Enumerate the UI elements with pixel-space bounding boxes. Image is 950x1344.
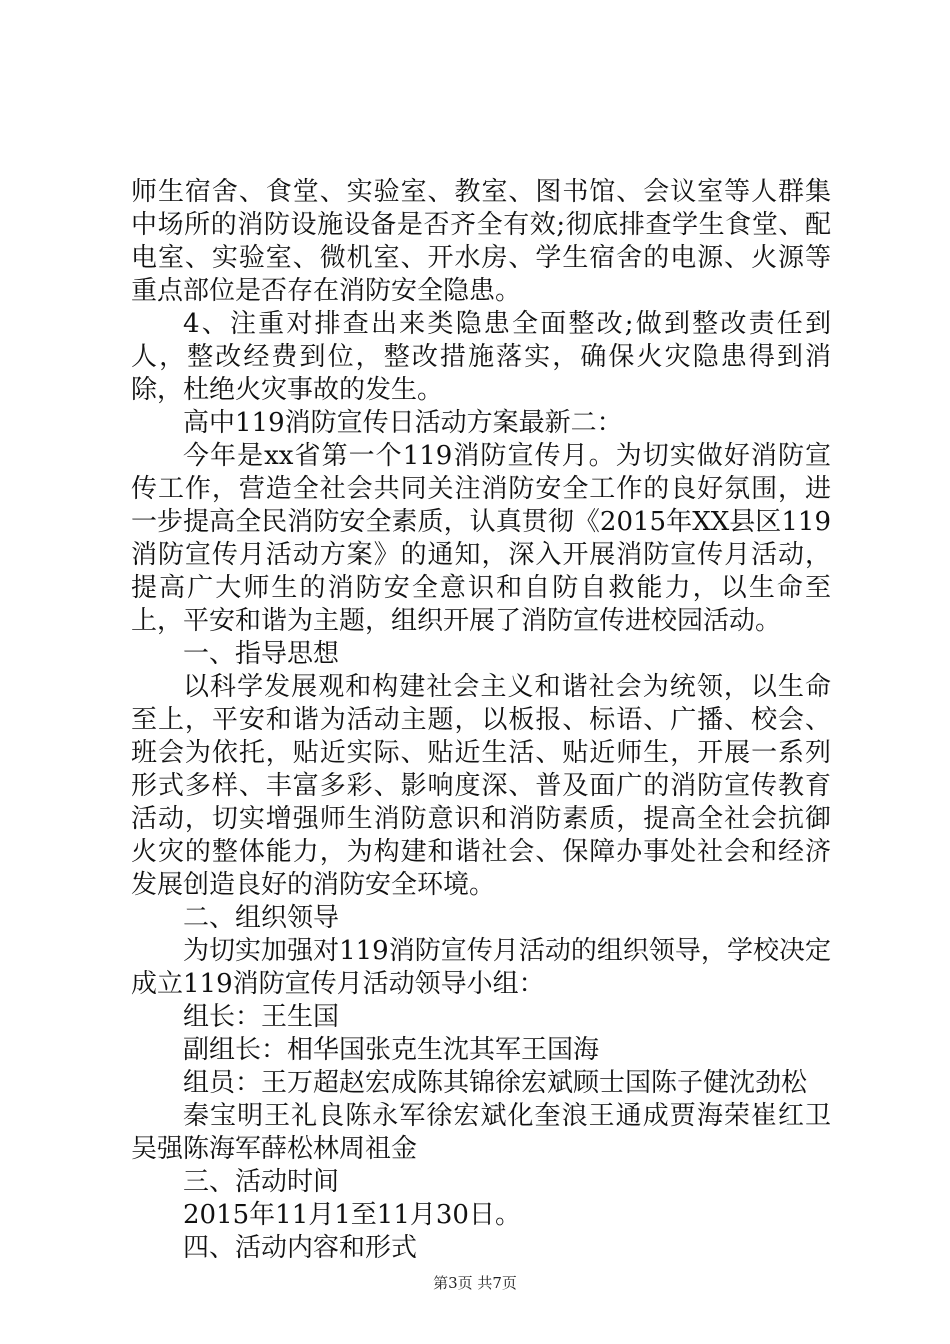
team-leader-line: 组长：王生国 xyxy=(183,1002,340,1032)
paragraph: 为切实加强对119消防宣传月活动的组织领导，学校决定成立119消防宣传月活动领导小组： xyxy=(131,936,831,999)
section-heading: 二、组织领导 xyxy=(183,903,340,933)
document-body xyxy=(131,176,831,1265)
deputy-leader-line: 副组长：相华国张克生沈其军王国海 xyxy=(183,1035,600,1065)
paragraph: 师生宿舍、食堂、实验室、教室、图书馆、会议室等人群集中场所的消防设施设备是否齐全有效;彻底排查学生食堂、配电室、实验室、微机室、开水房、学生宿舍的电源、火源等重点部位是否存在消防安全隐患。 xyxy=(131,177,831,306)
section-heading: 四、活动内容和形式 xyxy=(183,1233,418,1263)
paragraph: 以科学发展观和构建社会主义和谐社会为统领，以生命至上，平安和谐为活动主题，以板报、标语、广播、校会、班会为依托，贴近实际、贴近生活、贴近师生，开展一系列形式多样、丰富多彩、影响度深、普及面广的消防宣传教育活动，切实增强师生消防意识和消防素质，提高全社会抗御火灾的整体能力，为构建和谐社会、保障办事处社会和经济发展创造良好的消防安全环境。 xyxy=(131,672,831,900)
members-continued: 秦宝明王礼良陈永军徐宏斌化奎浪王通成贾海荣崔红卫吴强陈海军薛松林周祖金 xyxy=(131,1101,831,1164)
members-line: 组员：王万超赵宏成陈其锦徐宏斌顾士国陈子健沈劲松 xyxy=(183,1068,808,1098)
section-heading: 三、活动时间 xyxy=(183,1167,340,1197)
section-heading: 一、指导思想 xyxy=(183,639,340,669)
page-number-footer: 第3页 共7页 xyxy=(433,1274,517,1292)
section-heading: 高中119消防宣传日活动方案最新二： xyxy=(183,408,623,438)
activity-date: 2015年11月1至11月30日。 xyxy=(183,1200,521,1230)
paragraph: 4、注重对排查出来类隐患全面整改;做到整改责任到人，整改经费到位，整改措施落实，确保火灾隐患得到消除，杜绝火灾事故的发生。 xyxy=(131,309,831,405)
paragraph: 今年是xx省第一个119消防宣传月。为切实做好消防宣传工作，营造全社会共同关注消防安全工作的良好氛围，进一步提高全民消防安全素质，认真贯彻《2015年XX县区119消防宣传月活动方案》的通知，深入开展消防宣传月活动，提高广大师生的消防安全意识和自防自救能力，以生命至上，平安和谐为主题，组织开展了消防宣传进校园活动。 xyxy=(131,441,831,636)
